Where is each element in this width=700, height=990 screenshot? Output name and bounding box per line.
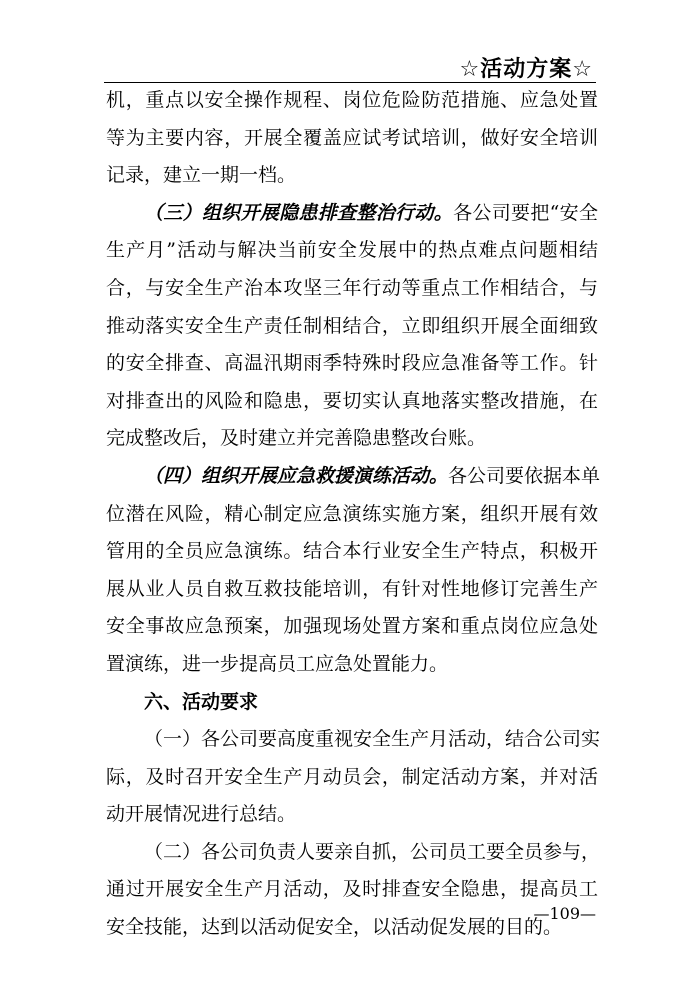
body-line: 安全技能，达到以活动促安全，以活动促发展的目的。: [106, 916, 563, 939]
body-line: 管用的全员应急演练。结合本行业安全生产特点，积极开: [106, 540, 598, 563]
body-text: 各公司要依据本单: [448, 464, 601, 487]
page-number: —109—: [533, 904, 596, 923]
body-line: 置演练，进一步提高员工应急处置能力。: [106, 652, 449, 675]
body-line: 动开展情况进行总结。: [106, 803, 297, 826]
document-body: [106, 82, 601, 947]
body-line: 的安全排查、高温汛期雨季特殊时段应急准备等工作。针: [106, 352, 598, 375]
body-line: 生产月”活动与解决当前安全发展中的热点难点问题相结: [106, 239, 598, 262]
body-line: 安全事故应急预案，加强现场处置方案和重点岗位应急处: [106, 615, 598, 638]
body-line: 机，重点以安全操作规程、岗位危险防范措施、应急处置: [106, 89, 598, 111]
body-line: 对排查出的风险和隐患，要切实认真地落实整改措施，在: [106, 389, 598, 412]
body-line: 完成整改后，及时建立并完善隐患整改台账。: [106, 427, 487, 450]
paragraph-first-line: （二）各公司负责人要亲自抓，公司员工要全员参与，: [144, 840, 601, 863]
body-text: 各公司要把“安全: [453, 201, 598, 224]
page-header-title: ☆活动方案☆: [459, 57, 593, 82]
subsection-lead: （四）组织开展应急救援演练活动。: [144, 464, 449, 487]
body-line: 际，及时召开安全生产月动员会，制定活动方案，并对活: [106, 765, 598, 788]
body-line: 推动落实安全生产责任制相结合，立即组织开展全面细致: [106, 314, 598, 337]
paragraph-first-line: [106, 458, 601, 496]
paragraph-first-line: （一）各公司要高度重视安全生产月活动，结合公司实: [144, 728, 601, 751]
section-heading: 六、活动要求: [144, 690, 259, 713]
body-line: 展从业人员自救互救技能培训，有针对性地修订完善生产: [106, 577, 598, 600]
body-line: 记录，建立一期一档。: [106, 164, 297, 187]
subsection-lead: （三）组织开展隐患排查整治行动。: [144, 201, 454, 224]
body-line: 通过开展安全生产月活动，及时排查安全隐患，提高员工: [106, 878, 598, 901]
body-line: 位潜在风险，精心制定应急演练实施方案，组织开展有效: [106, 502, 598, 525]
body-line: 合，与安全生产治本攻坚三年行动等重点工作相结合，与: [106, 276, 598, 299]
paragraph-first-line: [106, 195, 598, 233]
body-line: 等为主要内容，开展全覆盖应试考试培训，做好安全培训: [106, 126, 598, 149]
